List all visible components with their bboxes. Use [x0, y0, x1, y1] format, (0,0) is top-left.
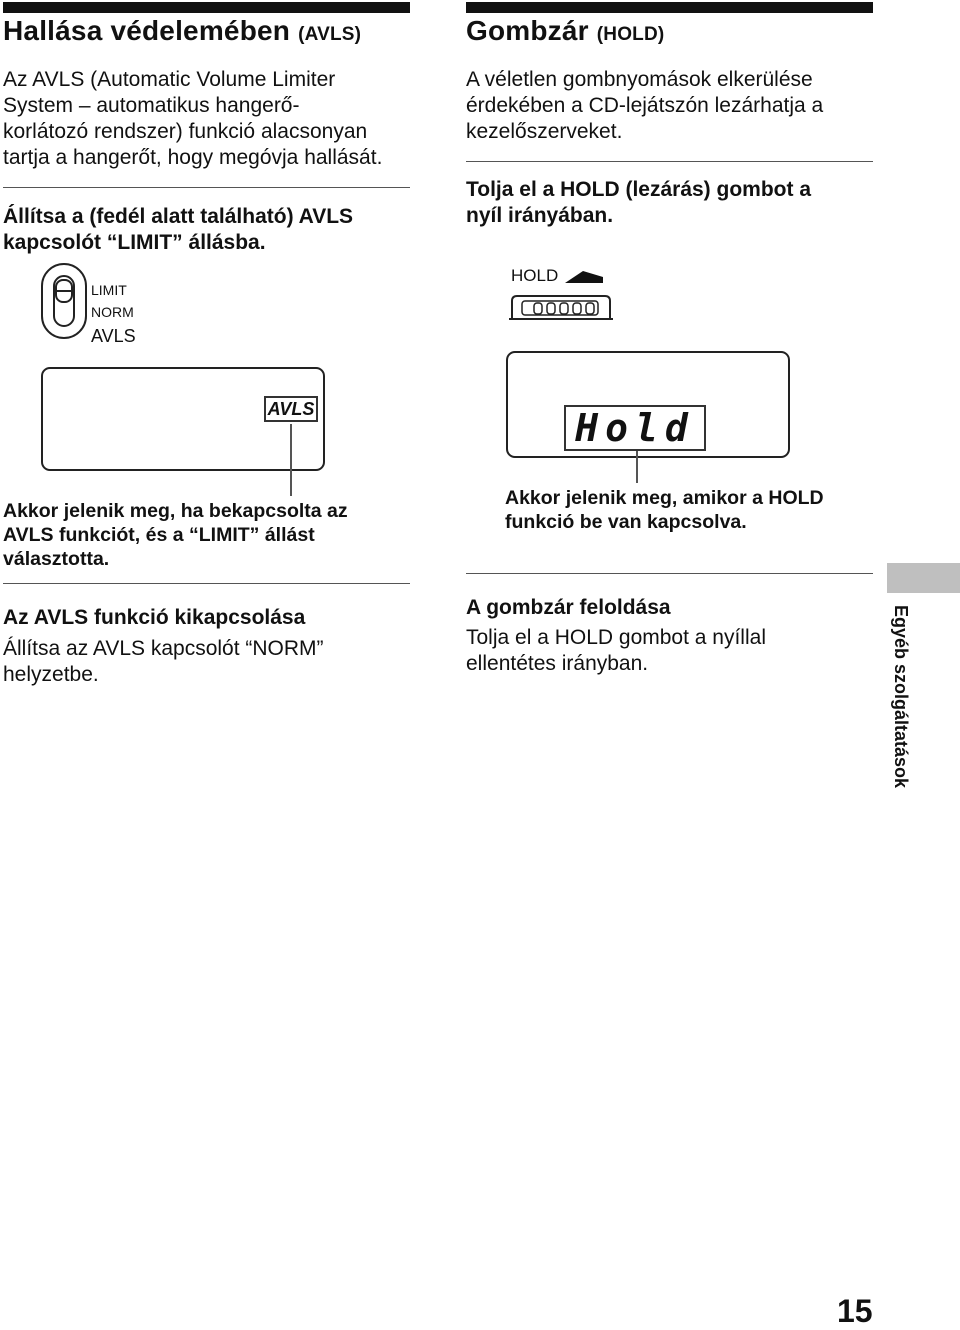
right-intro-line: kezelőszerveket.: [466, 120, 623, 143]
right-caption: [505, 486, 824, 534]
left-leader-line: [290, 424, 292, 496]
left-caption-line: AVLS funkciót, és a “LIMIT” állást: [3, 524, 315, 546]
page-number: 15: [837, 1293, 873, 1329]
left-instruction: [3, 204, 353, 256]
right-section-title: [466, 15, 664, 47]
left-caption: [3, 499, 348, 571]
right-intro-line: érdekében a CD-lejátszón lezárhatja a: [466, 94, 824, 117]
right-sub-heading: A gombzár feloldása: [466, 596, 671, 619]
switch-label-limit: LIMIT: [91, 282, 127, 298]
right-divider-2: [466, 573, 873, 574]
left-intro-line: tartja a hangerőt, hogy megóvja hallását.: [3, 146, 383, 169]
side-tab-marker: [887, 563, 960, 593]
right-title-suffix: (HOLD): [596, 24, 665, 45]
left-divider-1: [3, 187, 410, 188]
hold-display-text: Hold: [575, 406, 695, 450]
left-sub-body: [3, 636, 324, 688]
left-intro-line: korlátozó rendszer) funkció alacsonyan: [3, 120, 368, 143]
right-divider-1: [466, 161, 873, 162]
left-sub-body-line: helyzetbe.: [3, 663, 99, 686]
right-caption-line: Akkor jelenik meg, amikor a HOLD: [505, 487, 824, 509]
right-leader-line: [636, 451, 638, 483]
right-sub-body-line: ellentétes irányban.: [466, 652, 649, 675]
switch-label-avls: AVLS: [91, 326, 136, 346]
right-sub-body: [466, 625, 766, 677]
left-title-main: Hallása védelemében: [3, 15, 291, 46]
right-intro-line: A véletlen gombnyomások elkerülése: [466, 68, 813, 91]
avls-switch-illustration: [40, 262, 150, 352]
right-title-main: Gombzár: [466, 15, 589, 46]
left-sub-heading: Az AVLS funkció kikapcsolása: [3, 606, 306, 629]
avls-indicator-text: AVLS: [267, 399, 315, 419]
right-top-bar: [466, 2, 873, 13]
left-title-suffix: (AVLS): [298, 24, 362, 45]
left-divider-2: [3, 583, 410, 584]
left-top-bar: [3, 2, 410, 13]
left-sub-body-line: Állítsa az AVLS kapcsolót “NORM”: [3, 637, 324, 660]
avls-switch-icon: [40, 262, 90, 342]
left-intro-line: System – automatikus hangerő-: [3, 94, 300, 117]
right-caption-line: funkció be van kapcsolva.: [505, 511, 747, 533]
left-caption-line: választotta.: [3, 548, 110, 570]
left-intro-line: Az AVLS (Automatic Volume Limiter: [3, 68, 336, 91]
left-section-title: [3, 15, 361, 47]
hold-switch-illustration: [508, 264, 618, 324]
left-instruction-line: Állítsa a (fedél alatt található) AVLS: [3, 205, 354, 228]
right-instruction-line: Tolja el a HOLD (lezárás) gombot a: [466, 178, 812, 201]
switch-label-norm: NORM: [91, 304, 134, 320]
left-caption-line: Akkor jelenik meg, ha bekapcsolta az: [3, 500, 348, 522]
side-tab-label: Egyéb szolgáltatások: [891, 605, 911, 789]
left-instruction-line: kapcsolót “LIMIT” állásba.: [3, 231, 266, 254]
avls-indicator: [264, 396, 318, 422]
hold-slider-icon: [508, 293, 614, 321]
left-intro: [3, 67, 382, 171]
right-intro: [466, 67, 823, 145]
right-instruction-line: nyíl irányában.: [466, 204, 614, 227]
hold-display: [564, 405, 706, 451]
arrow-right-icon: [563, 268, 609, 288]
right-instruction: [466, 177, 811, 229]
hold-label: HOLD: [511, 266, 559, 285]
right-sub-body-line: Tolja el a HOLD gombot a nyíllal: [466, 626, 766, 649]
